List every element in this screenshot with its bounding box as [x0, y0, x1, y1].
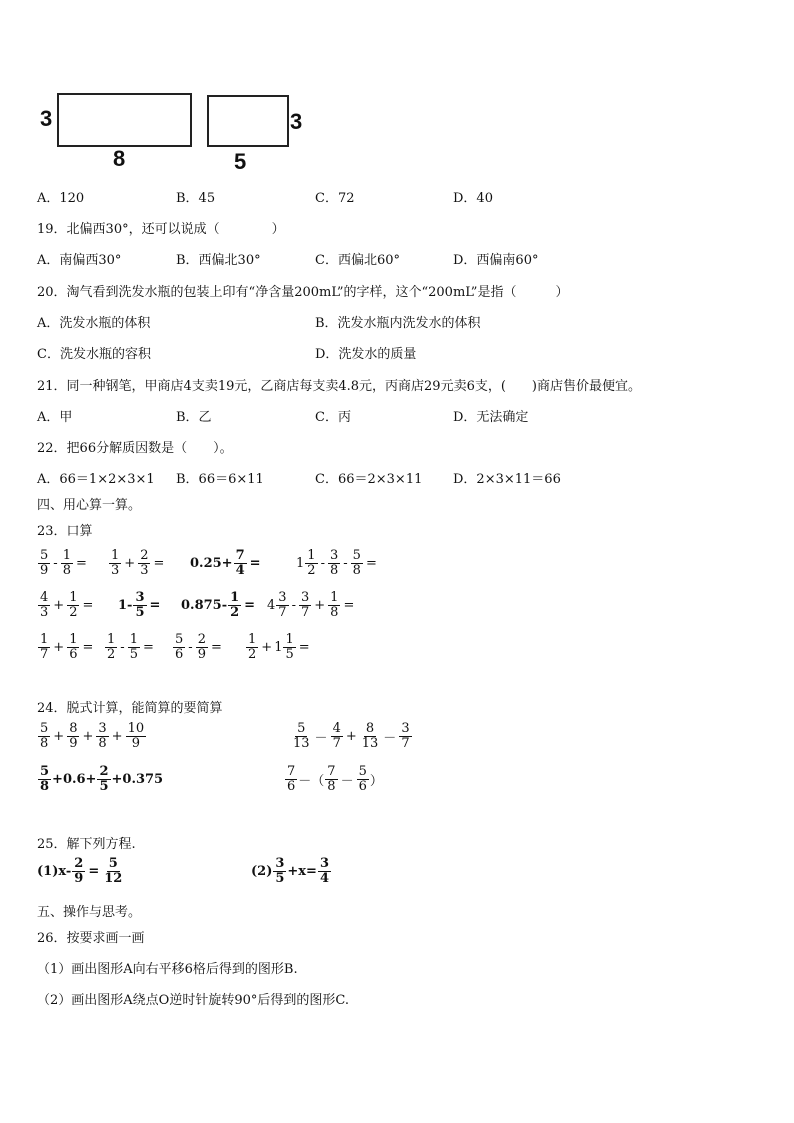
rect2-bottom-label: 5 [234, 149, 247, 174]
q21-option-c: C．丙 [315, 410, 351, 425]
section-5-heading: 五、操作与思考。 [37, 905, 142, 920]
q23-r3-a: $\frac{1}{7}$ + $\frac{1}{6}$ = [40, 632, 94, 662]
q23-r3-b: $\frac{1}{2}$ - $\frac{1}{5}$ = [107, 632, 154, 662]
q18-option-d: D．40 [453, 191, 493, 206]
q19-question: 19．北偏西30°，还可以说成（ ） [37, 222, 285, 237]
q20-question: 20．淘气看到洗发水瓶的包装上印有“净含量200mL”的字样，这个“200mL”是指（ ） [37, 285, 569, 300]
q26-step-1: （1）画出图形A向右平移6格后得到的图形B. [37, 962, 298, 977]
q19-option-b: B．西偏北30° [176, 253, 261, 268]
q25-equation-1: (1)x- $\frac{2}{9}$ = $\frac{5}{12}$ [37, 856, 123, 886]
q18-option-c: C．72 [315, 191, 355, 206]
q25-equation-2: (2) $\frac{3}{5}$ +x= $\frac{3}{4}$ [251, 856, 329, 886]
q23-title: 23．口算 [37, 524, 93, 539]
q21-option-a: A．甲 [37, 410, 73, 425]
rect1-bottom-label: 8 [113, 146, 126, 171]
q23-r3-c: $\frac{5}{6}$ - $\frac{2}{9}$ = [175, 632, 222, 662]
q23-r1-d: 1 $\frac{1}{2}$ - $\frac{3}{8}$ - $\frac{5}{8}$ = [296, 548, 377, 578]
rectangle-8x3 [57, 93, 192, 147]
rectangle-5x3 [207, 95, 289, 147]
q18-option-b: B．45 [176, 191, 216, 206]
q22-option-d: D．2×3×11＝66 [453, 472, 561, 487]
q21-option-b: B．乙 [176, 410, 212, 425]
q23-r3-d: $\frac{1}{2}$ + 1 $\frac{1}{5}$ = [248, 632, 310, 662]
q26-title: 26．按要求画一画 [37, 931, 145, 946]
q23-r2-b: 1- $\frac{3}{5}$ = [118, 590, 161, 620]
q26-step-2: （2）画出图形A绕点O逆时针旋转90°后得到的图形C. [37, 993, 349, 1008]
q22-option-b: B．66＝6×11 [176, 472, 264, 487]
q21-option-d: D．无法确定 [453, 410, 529, 425]
q25-title: 25．解下列方程. [37, 837, 136, 852]
q23-r2-d: 4 $\frac{3}{7}$ - $\frac{3}{7}$ + $\frac{1}{8}$ = [267, 590, 355, 620]
q22-option-a: A．66＝1×2×3×1 [37, 472, 155, 487]
q22-question: 22．把66分解质因数是（ ）。 [37, 441, 233, 456]
q22-option-c: C．66＝2×3×11 [315, 472, 423, 487]
q23-r1-a: $\frac{5}{9}$ - $\frac{1}{8}$ = [40, 548, 87, 578]
section-4-heading: 四、用心算一算。 [37, 498, 142, 513]
q18-option-a: A．120 [37, 191, 85, 206]
q21-question: 21．同一种钢笔，甲商店4支卖19元，乙商店每支卖4.8元，丙商店29元卖6支，( )商店售价最便宜。 [37, 379, 641, 394]
q20-option-d: D．洗发水的质量 [315, 347, 417, 362]
q20-option-b: B．洗发水瓶内洗发水的体积 [315, 316, 481, 331]
q23-r1-c: 0.25+ $\frac{7}{4}$ = [190, 548, 261, 578]
rect1-side-label: 3 [40, 106, 53, 131]
q24-expr-2: $\frac{5}{13}$ － $\frac{4}{7}$ + $\frac{8}{13}$ － $\frac{3}{7}$ [293, 721, 410, 751]
q20-option-c: C．洗发水瓶的容积 [37, 347, 151, 362]
q24-expr-3: $\frac{5}{8}$ +0.6+ $\frac{2}{5}$ +0.375 [40, 764, 164, 794]
q24-expr-4: $\frac{7}{6}$ －（ $\frac{7}{8}$ － $\frac{5}{6}$ ） [287, 764, 383, 794]
q23-r1-b: $\frac{1}{3}$ + $\frac{2}{3}$ = [111, 548, 165, 578]
q19-option-c: C．西偏北60° [315, 253, 400, 268]
q24-expr-1: $\frac{5}{8}$ + $\frac{8}{9}$ + $\frac{3}{8}$ + $\frac{10}{9}$ [40, 721, 145, 751]
q20-option-a: A．洗发水瓶的体积 [37, 316, 151, 331]
q19-option-a: A．南偏西30° [37, 253, 122, 268]
q23-r2-a: $\frac{4}{3}$ + $\frac{1}{2}$ = [40, 590, 94, 620]
q19-option-d: D．西偏南60° [453, 253, 539, 268]
q23-r2-c: 0.875- $\frac{1}{2}$ = [181, 590, 256, 620]
rect2-side-label: 3 [290, 109, 303, 134]
q24-title: 24．脱式计算，能简算的要简算 [37, 701, 223, 716]
